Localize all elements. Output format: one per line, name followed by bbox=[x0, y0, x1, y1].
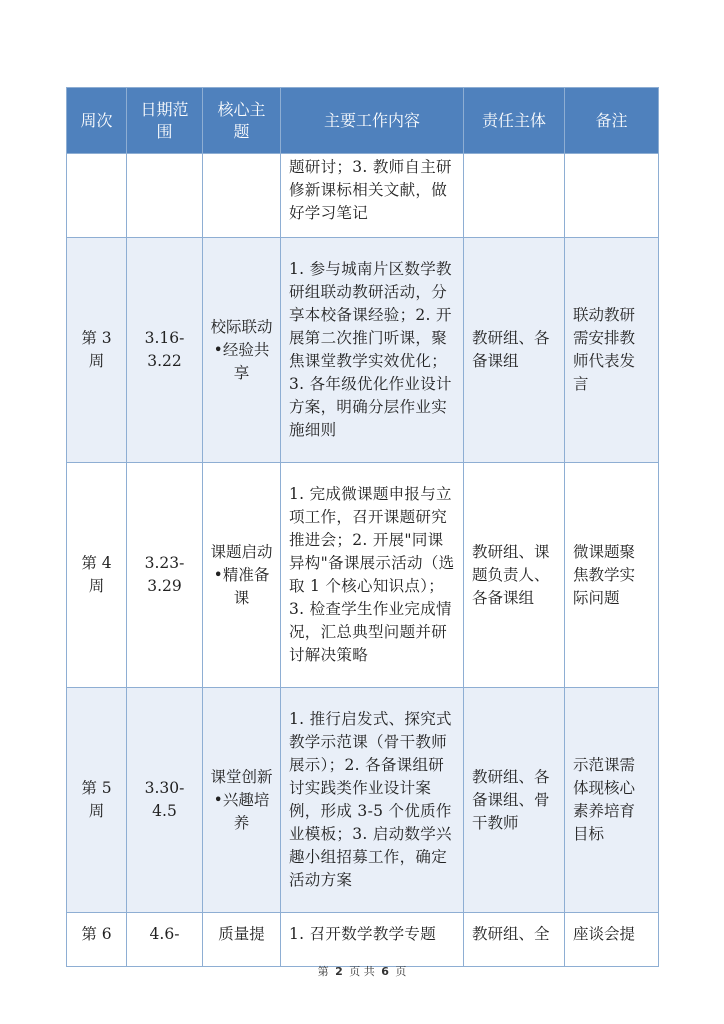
cell-theme: 课堂创新•兴趣培养 bbox=[203, 688, 281, 913]
cell-theme: 校际联动•经验共享 bbox=[203, 238, 281, 463]
cell-note: 联动教研需安排教师代表发言 bbox=[565, 238, 659, 463]
cell-content: 1. 推行启发式、探究式教学示范课（骨干教师展示）；2. 各备课组研讨实践类作业设计案例，形成 3-5 个优质作业模板；3. 启动数学兴趣小组招募工作，确定活动方案 bbox=[281, 688, 464, 913]
header-date-range: 日期范围 bbox=[127, 88, 203, 154]
table-row bbox=[67, 238, 659, 463]
cell-week: 第 5 周 bbox=[67, 688, 127, 913]
cell-theme bbox=[203, 154, 281, 238]
header-responsible: 责任主体 bbox=[464, 88, 565, 154]
cell-content: 1. 召开数学教学专题 bbox=[281, 913, 464, 967]
cell-responsible: 教研组、各备课组、骨干教师 bbox=[464, 688, 565, 913]
table-row bbox=[67, 154, 659, 238]
cell-content: 题研讨；3. 教师自主研修新课标相关文献，做好学习笔记 bbox=[281, 154, 464, 238]
schedule-table bbox=[66, 87, 659, 967]
cell-content: 1. 完成微课题申报与立项工作，召开课题研究推进会；2. 开展"同课异构"备课展示活动（选取 1 个核心知识点）；3. 检查学生作业完成情况，汇总典型问题并研讨解决策略 bbox=[281, 463, 464, 688]
footer-middle: 页 共 bbox=[349, 965, 375, 978]
page-footer bbox=[0, 963, 724, 979]
header-week: 周次 bbox=[67, 88, 127, 154]
cell-responsible: 教研组、各备课组 bbox=[464, 238, 565, 463]
cell-theme: 课题启动•精准备课 bbox=[203, 463, 281, 688]
cell-note: 微课题聚焦教学实际问题 bbox=[565, 463, 659, 688]
table-row bbox=[67, 688, 659, 913]
cell-responsible: 教研组、全 bbox=[464, 913, 565, 967]
cell-dates: 3.23-3.29 bbox=[127, 463, 203, 688]
cell-responsible: 教研组、课题负责人、各备课组 bbox=[464, 463, 565, 688]
cell-week: 第 6 bbox=[67, 913, 127, 967]
header-note: 备注 bbox=[565, 88, 659, 154]
cell-week: 第 3 周 bbox=[67, 238, 127, 463]
cell-content: 1. 参与城南片区数学教研组联动教研活动，分享本校备课经验；2. 开展第二次推门听课，聚焦课堂教学实效优化；3. 各年级优化作业设计方案，明确分层作业实施细则 bbox=[281, 238, 464, 463]
footer-suffix: 页 bbox=[395, 965, 407, 978]
schedule-table-container bbox=[66, 87, 658, 943]
cell-note: 示范课需体现核心素养培育目标 bbox=[565, 688, 659, 913]
cell-week: 第 4 周 bbox=[67, 463, 127, 688]
table-row bbox=[67, 463, 659, 688]
cell-note: 座谈会提 bbox=[565, 913, 659, 967]
cell-dates: 4.6- bbox=[127, 913, 203, 967]
cell-theme: 质量提 bbox=[203, 913, 281, 967]
footer-page-number: 2 bbox=[335, 965, 343, 978]
cell-dates bbox=[127, 154, 203, 238]
header-core-theme: 核心主题 bbox=[203, 88, 281, 154]
table-header-row bbox=[67, 88, 659, 154]
footer-total-pages: 6 bbox=[381, 965, 389, 978]
cell-responsible bbox=[464, 154, 565, 238]
cell-dates: 3.30-4.5 bbox=[127, 688, 203, 913]
cell-week bbox=[67, 154, 127, 238]
header-main-content: 主要工作内容 bbox=[281, 88, 464, 154]
cell-note bbox=[565, 154, 659, 238]
cell-dates: 3.16-3.22 bbox=[127, 238, 203, 463]
table-row bbox=[67, 913, 659, 967]
footer-prefix: 第 bbox=[317, 965, 329, 978]
